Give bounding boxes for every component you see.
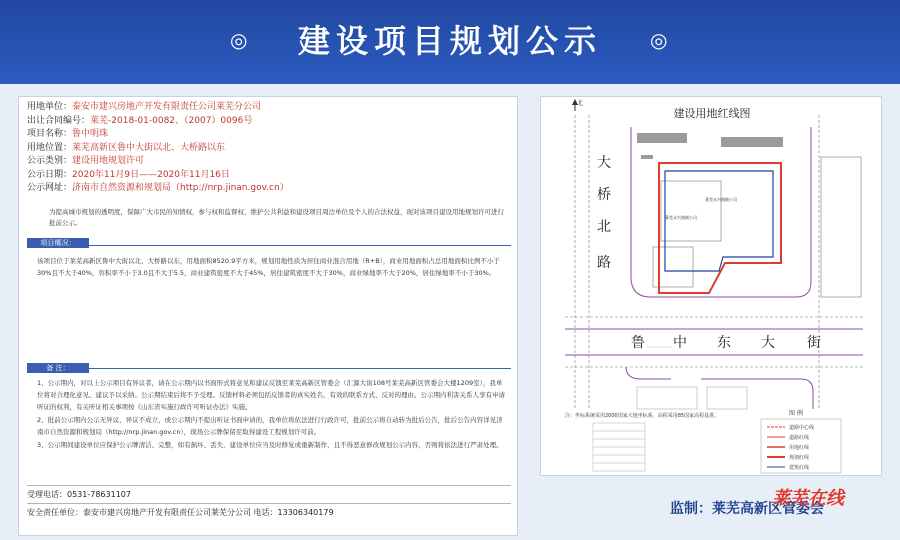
road-char: 路 [597, 255, 611, 271]
info-row [27, 169, 289, 183]
north-label: 北 [577, 100, 584, 107]
info-label: 公示类别： [27, 156, 73, 166]
info-label: 用地单位： [27, 102, 73, 112]
road-char: 大 [597, 155, 611, 171]
footer-divider [27, 503, 511, 504]
info-row [27, 142, 289, 156]
info-row [27, 101, 289, 115]
info-row [27, 128, 289, 142]
announcement-panel [18, 96, 518, 536]
road-char: 东 [717, 335, 731, 351]
road-char: 大 [761, 335, 775, 351]
info-value: 2020年11月9日——2020年11月16日 [72, 169, 230, 180]
map-title: 建设用地红线图 [673, 107, 751, 120]
info-value: 莱芜-2018-01-0082、（2007）0096号 [90, 115, 253, 126]
section-divider [27, 368, 511, 369]
legend-title: 图 例 [789, 410, 803, 417]
info-value: 莱芜高新区鲁中大街以北、大桥路以东 [72, 142, 226, 153]
site-label: 莱芜永兴商铺公司 [665, 215, 697, 220]
legend-label: 用地红线 [789, 445, 810, 451]
note-item: 2、批前公示期内公示无异议、异议不成立，或公示期内不提出听证书面申请的，我单位将依法进行行政许可，批前公示将自动转为批后公告，批后公告内容详见济南市自然资源和规划局（http://nrp.jinan.gov.cn），现场公示牌保留至取得建设工程规划许可前。 [37, 416, 503, 436]
info-value: 泰安市建兴房地产开发有限责任公司莱芜分公司 [72, 102, 262, 112]
legend-label: 道路红线 [789, 435, 810, 441]
page-title: 建设项目规划公示 [297, 22, 602, 60]
responsible-text: 安全责任单位：泰安市建兴房地产开发有限责任公司莱芜分公司 电话：13306340179 [27, 508, 334, 517]
road-char: 桥 [597, 187, 611, 203]
overview-text: 该项目位于莱芜高新区鲁中大街以北、大桥路以东，用地面积8520.9平方米，规划用地性质为居住商业混合用地（R+B），商业用地面积占总用地面积比例不小于30%且不大于40%，容积率不小于3.0且不大于5.5，商业建筑密度不大于45%，居住建筑密度不大于30%，商业绿地率不大于20%，居住绿地率不小于30%。 [37, 257, 500, 277]
info-label: 公示网址： [27, 183, 73, 193]
info-row [27, 115, 289, 129]
road-char: 鲁 [631, 335, 645, 351]
site-label: 莱芜永兴商铺公司 [705, 197, 737, 202]
info-label: 出让合同编号： [27, 115, 91, 126]
section-divider [27, 245, 511, 246]
red-site-boundary [659, 163, 781, 293]
note-item: 3、公示期间建设单位应保护公示牌清洁、完整，如有损坏、丢失，建设单位应当及时修复或重新制作，且不得恶意修改规划公示内容，否则将依法进行严肃处理。 [37, 441, 503, 449]
header-banner [0, 0, 900, 84]
notes-list [37, 377, 507, 452]
map-note: 注：坐标系统采用2000国家大地坐标系，高程采用85国家高程基准。 [565, 413, 720, 419]
legend-label: 道路中心线 [789, 425, 815, 431]
road-char: 中 [673, 335, 687, 351]
info-label: 项目名称： [27, 129, 73, 139]
site-logo: 莱芜在线 [772, 488, 844, 509]
intro-text: 为提高城市规划的透明度，保障广大市民的知情权，参与权和监督权，维护公共利益和建设项目周边单位及个人的合法权益，现对该项目建设用地规划许可进行批前公示。 [49, 208, 504, 227]
legend-label: 建筑红线 [789, 465, 810, 471]
info-value: 鲁中明珠 [72, 129, 109, 139]
north-arrow-icon [572, 99, 583, 111]
ornament-left-icon: ◎ [230, 28, 248, 52]
road-char: 北 [597, 219, 611, 235]
legend-label: 规划红线 [789, 455, 810, 461]
ornament-right-icon: ◎ [650, 28, 668, 52]
info-label: 公示日期： [27, 169, 73, 180]
overview-label: 项目概况： [27, 238, 89, 248]
footer-divider [27, 485, 511, 486]
notes-label: 备 注： [27, 363, 89, 373]
phone-text: 受理电话：0531-78631107 [27, 490, 131, 499]
note-item: 1、公示期内，对以上公示项目有异议者，请在公示期内以书面形式将意见和建议反馈至莱芜高新区管委会（汇源大街108号莱芜高新区管委会大楼1209室），我单位将对合理化意见、建议予以采纳。公示期结束后将不予受理。反馈材料必须包括反馈者的真实姓名、有效的联系方式、反对的理由。公示期内利害关系人享有申请听证的权利，有关听证相关事项按《山东省实施行政许可听证办法》实施。 [37, 379, 505, 411]
info-row [27, 182, 289, 196]
supervise-text: 监制：莱芜高新区管委会 [670, 501, 824, 517]
info-value: 建设用地规划许可 [72, 156, 145, 166]
info-label: 用地位置： [27, 142, 73, 153]
info-row [27, 155, 289, 169]
info-value: 济南市自然资源和规划局（http://nrp.jinan.gov.cn） [72, 183, 289, 193]
road-char: 街 [807, 335, 821, 351]
site-map-panel [540, 96, 882, 476]
project-info [27, 101, 289, 196]
blue-building-line [665, 171, 773, 271]
site-map [541, 97, 883, 477]
